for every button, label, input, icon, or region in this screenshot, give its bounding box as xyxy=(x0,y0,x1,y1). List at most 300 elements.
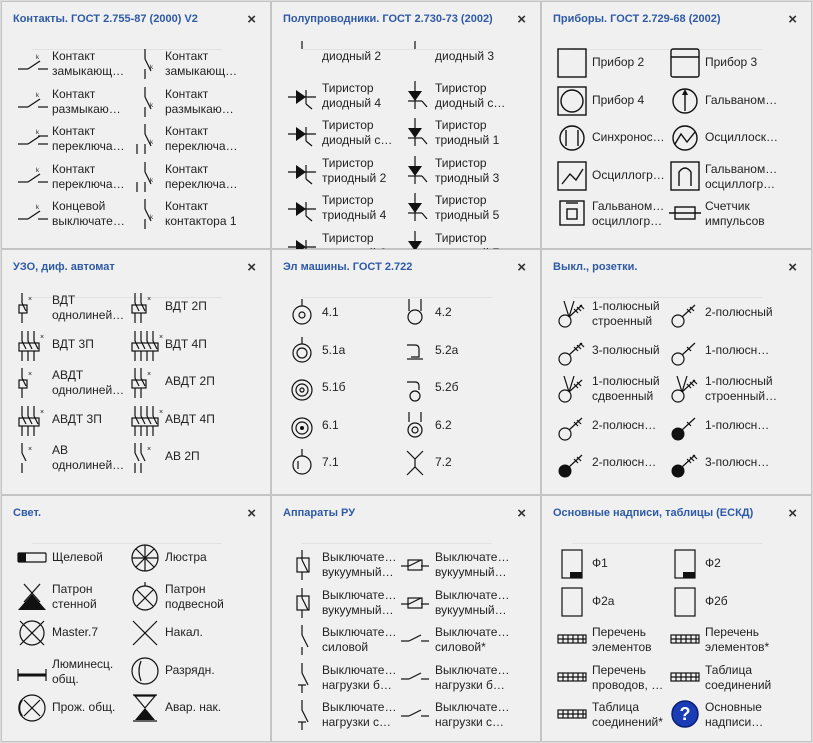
symbol-label-line: Тиристор xyxy=(322,193,374,207)
symbol-item[interactable] xyxy=(669,661,795,697)
symbol-icon xyxy=(556,335,588,367)
close-icon[interactable]: × xyxy=(247,505,256,522)
symbol-label-line: Контакт xyxy=(52,86,96,101)
symbol-label-line: Осциллогр… xyxy=(592,167,665,182)
symbol-label-line: вукуумный… xyxy=(435,565,507,579)
symbol-item[interactable] xyxy=(129,655,255,691)
close-icon[interactable]: × xyxy=(517,505,526,522)
symbol-icon xyxy=(556,47,588,79)
symbol-label xyxy=(705,93,795,108)
symbol-item[interactable] xyxy=(556,335,682,371)
symbol-item[interactable] xyxy=(669,297,795,333)
symbol-label-line: Ф2б xyxy=(705,593,728,608)
symbol-label-line: Контакт xyxy=(165,49,209,63)
symbol-label-line: соединений* xyxy=(592,715,663,729)
symbol-icon xyxy=(669,297,701,329)
symbol-item[interactable] xyxy=(556,85,682,121)
symbol-label xyxy=(435,343,525,358)
symbol-icon xyxy=(669,47,701,79)
symbol-item[interactable] xyxy=(399,116,525,152)
symbol-label-line: Прож. общ. xyxy=(52,700,116,714)
symbol-item[interactable] xyxy=(556,160,682,196)
symbol-icon xyxy=(399,623,431,655)
svg-text:×: × xyxy=(28,371,33,378)
symbol-label-line: силовой xyxy=(322,640,369,654)
close-icon[interactable]: × xyxy=(788,259,797,276)
symbol-item[interactable] xyxy=(669,47,795,83)
symbol-label-line: вукуумный… xyxy=(322,565,394,579)
symbol-item[interactable] xyxy=(16,692,142,728)
panel-lighting xyxy=(1,495,271,742)
symbol-item[interactable] xyxy=(399,623,525,659)
symbol-label xyxy=(705,305,795,320)
symbol-label xyxy=(165,299,255,314)
symbol-item[interactable] xyxy=(16,441,142,477)
symbol-item[interactable] xyxy=(399,297,525,333)
symbol-label xyxy=(705,130,795,145)
panel-title: Аппараты РУ xyxy=(283,507,356,519)
symbol-item[interactable] xyxy=(669,447,795,483)
symbol-label-line: 3-полюсн… xyxy=(705,455,770,469)
symbol-label-line: 2-полюсный xyxy=(705,305,773,319)
symbol-label-line: 2-полюсн… xyxy=(592,455,657,469)
symbol-label xyxy=(435,305,525,320)
symbol-label-line: ВДТ xyxy=(52,293,76,307)
symbol-item[interactable] xyxy=(129,291,255,327)
symbol-label-line: Контакт xyxy=(165,86,209,101)
symbol-item[interactable] xyxy=(399,447,525,483)
symbol-icon xyxy=(399,335,431,367)
symbol-label-line: размыкаю… xyxy=(52,101,121,116)
symbol-label-line: 1-полюсный xyxy=(705,374,773,388)
symbol-item[interactable] xyxy=(556,586,682,622)
svg-text:×: × xyxy=(28,446,33,453)
symbol-item[interactable] xyxy=(669,410,795,446)
symbol-item[interactable] xyxy=(286,698,412,734)
symbol-item[interactable] xyxy=(16,617,142,653)
symbol-icon xyxy=(286,698,318,730)
symbol-item[interactable] xyxy=(669,586,795,622)
symbol-icon xyxy=(556,698,588,730)
symbol-item[interactable] xyxy=(129,160,255,196)
symbol-label-line: АВ 2П xyxy=(165,449,200,463)
symbol-item[interactable] xyxy=(129,441,255,477)
symbol-label xyxy=(705,418,795,433)
symbol-label-line: Контакт xyxy=(165,199,209,213)
symbol-item[interactable] xyxy=(16,47,142,83)
symbol-label xyxy=(165,663,255,678)
svg-text:k: k xyxy=(150,140,153,146)
svg-text:×: × xyxy=(147,296,152,303)
symbol-item[interactable] xyxy=(16,291,142,327)
symbol-icon xyxy=(16,441,48,473)
symbol-label-line: Патрон xyxy=(165,581,206,596)
symbol-item[interactable] xyxy=(16,580,142,616)
symbol-item[interactable] xyxy=(556,197,682,233)
symbol-icon xyxy=(399,116,431,148)
symbol-label xyxy=(165,374,255,389)
symbol-icon xyxy=(286,410,318,442)
symbol-item[interactable] xyxy=(556,47,682,83)
panel-rcd xyxy=(1,249,271,495)
symbol-icon xyxy=(669,623,701,655)
symbol-label-line: Разрядн. xyxy=(165,662,215,677)
close-icon[interactable]: × xyxy=(788,11,797,28)
symbol-label-line: Тиристор xyxy=(435,80,487,95)
symbol-item[interactable] xyxy=(16,197,142,233)
symbol-icon xyxy=(669,548,701,580)
symbol-icon xyxy=(399,79,431,111)
symbol-item[interactable] xyxy=(556,372,682,408)
symbol-item[interactable] xyxy=(399,335,525,371)
symbol-label-line: Основные xyxy=(705,700,762,714)
panel-title: Выкл., розетки. xyxy=(553,261,638,273)
symbol-label-line: Контакт xyxy=(52,49,96,63)
symbol-label-line: Прибор 2 xyxy=(592,55,645,69)
panel-title: Свет. xyxy=(13,507,42,519)
svg-text:k: k xyxy=(150,177,153,184)
symbol-label-line: 5.2б xyxy=(435,380,459,394)
symbol-label-line: Тиристор xyxy=(435,155,487,170)
symbol-icon xyxy=(556,447,588,479)
symbol-label-line: триодный 2 xyxy=(322,170,387,185)
symbol-label xyxy=(435,81,525,111)
symbol-label-line: нагрузки с… xyxy=(435,715,505,729)
symbol-item[interactable] xyxy=(556,122,682,158)
symbol-icon xyxy=(129,655,161,687)
symbol-label xyxy=(435,418,525,433)
svg-text:k: k xyxy=(150,65,153,71)
symbol-label-line: размыкаю… xyxy=(165,101,234,116)
symbol-label xyxy=(705,162,795,192)
symbol-icon xyxy=(129,542,161,574)
symbol-label-line: Перечень xyxy=(592,662,647,677)
symbol-label xyxy=(435,193,525,223)
symbol-item[interactable] xyxy=(286,661,412,697)
symbol-label-line: переключа… xyxy=(165,139,238,153)
symbol-icon xyxy=(129,329,164,361)
symbol-icon xyxy=(16,655,48,687)
symbol-label-line: диодный с… xyxy=(322,133,393,147)
symbol-icon xyxy=(286,79,318,111)
symbol-label-line: 1-полюсный xyxy=(592,374,660,388)
symbol-label-line: 3-полюсный xyxy=(592,342,660,357)
close-icon[interactable]: × xyxy=(247,259,256,276)
symbol-label-line: выключате… xyxy=(52,214,125,228)
symbol-icon xyxy=(556,297,588,329)
symbol-label-line: диодный 2 xyxy=(322,49,382,63)
symbol-label-line: осциллогр… xyxy=(592,214,663,228)
symbol-icon xyxy=(129,441,161,473)
symbol-item[interactable] xyxy=(129,580,255,616)
symbol-item[interactable] xyxy=(556,661,682,697)
symbol-item[interactable] xyxy=(129,404,255,440)
divider xyxy=(572,543,762,544)
symbol-icon xyxy=(16,329,48,361)
close-icon[interactable]: × xyxy=(247,11,256,28)
symbol-label-line: сдвоенный xyxy=(592,389,654,403)
symbol-item[interactable] xyxy=(399,79,525,115)
symbol-label-line: однолиней… xyxy=(52,383,125,397)
symbol-label-line: элементов xyxy=(592,640,652,654)
svg-text:?: ? xyxy=(679,704,691,724)
symbol-label-line: Гальваном… xyxy=(592,199,665,213)
symbol-label-line: нагрузки с… xyxy=(322,715,392,729)
symbol-label-line: Выключате… xyxy=(322,662,397,677)
symbol-label xyxy=(165,550,255,565)
symbol-label-line: Выключате… xyxy=(435,662,510,677)
symbol-label-line: Патрон xyxy=(52,581,93,596)
symbol-item[interactable] xyxy=(669,548,795,584)
symbol-label-line: 1-полюсн… xyxy=(705,342,770,357)
symbol-icon xyxy=(286,548,318,580)
symbol-icon xyxy=(129,404,164,436)
symbol-label-line: 6.1 xyxy=(322,417,339,432)
symbol-icon xyxy=(286,116,318,148)
symbol-label-line: АВДТ 3П xyxy=(52,411,102,426)
symbol-icon xyxy=(286,586,318,618)
symbol-item[interactable] xyxy=(669,372,795,408)
symbol-item[interactable] xyxy=(286,41,412,77)
symbol-item[interactable] xyxy=(286,191,412,227)
symbol-icon xyxy=(556,372,588,404)
symbol-label-line: Люстра xyxy=(165,550,207,564)
symbol-icon xyxy=(129,122,161,154)
symbol-item[interactable] xyxy=(286,297,412,333)
symbol-label xyxy=(705,374,795,404)
symbol-label-line: Таблица xyxy=(592,700,640,714)
symbol-item[interactable] xyxy=(129,542,255,578)
svg-text:k: k xyxy=(36,205,39,211)
symbol-icon xyxy=(556,160,588,192)
symbol-item[interactable] xyxy=(399,548,525,584)
symbol-item[interactable] xyxy=(16,160,142,196)
symbol-label xyxy=(435,625,525,655)
svg-text:k: k xyxy=(36,55,39,61)
symbol-label-line: нагрузки б… xyxy=(435,677,505,692)
symbol-label xyxy=(165,162,255,192)
symbol-label-line: Контакт xyxy=(52,161,96,176)
symbol-label-line: контактора 1 xyxy=(165,214,237,228)
symbol-item[interactable] xyxy=(286,586,412,622)
symbol-item[interactable] xyxy=(286,79,412,115)
panel-electric-machines xyxy=(271,249,541,495)
symbol-label-line: строенный… xyxy=(705,389,778,403)
symbol-item[interactable] xyxy=(399,154,525,190)
symbol-label xyxy=(705,625,795,655)
symbol-item[interactable] xyxy=(669,122,795,158)
panel-title: УЗО, диф. автомат xyxy=(13,261,115,273)
symbol-item[interactable] xyxy=(556,698,682,734)
symbol-label-line: Осциллоск… xyxy=(705,130,778,144)
symbol-label-line: силовой* xyxy=(435,640,486,654)
symbol-icon xyxy=(669,372,701,404)
symbol-label-line: Выключате… xyxy=(435,625,510,639)
svg-text:×: × xyxy=(28,296,33,303)
symbol-item[interactable] xyxy=(286,372,412,408)
symbol-icon xyxy=(669,447,701,479)
close-icon[interactable]: × xyxy=(517,259,526,276)
symbol-icon xyxy=(556,85,588,117)
symbol-label-line: Контакт xyxy=(52,124,96,138)
symbol-icon xyxy=(129,85,161,117)
symbol-label-line: ВДТ 3П xyxy=(52,336,94,351)
symbol-icon xyxy=(16,542,48,574)
panel-title: Основные надписи, таблицы (ЕСКД) xyxy=(553,507,754,519)
symbol-label-line: Ф1 xyxy=(592,556,608,570)
symbol-label-line: вукуумный… xyxy=(322,602,394,617)
symbol-label-line: триодный 1 xyxy=(435,133,500,147)
symbol-label-line: Выключате… xyxy=(322,587,397,602)
symbol-icon xyxy=(286,191,318,223)
symbol-item[interactable] xyxy=(286,447,412,483)
symbol-icon xyxy=(669,197,701,229)
panel-title: Эл машины. ГОСТ 2.722 xyxy=(283,261,413,273)
symbol-label-line: элементов* xyxy=(705,640,770,654)
symbol-label-line: замыкающ… xyxy=(165,64,238,78)
symbol-item[interactable] xyxy=(129,366,255,402)
symbol-label xyxy=(435,550,525,580)
symbol-item[interactable] xyxy=(16,655,142,691)
symbol-item[interactable] xyxy=(669,698,795,734)
symbol-icon xyxy=(399,548,431,580)
symbol-item[interactable] xyxy=(129,197,255,233)
symbol-item[interactable] xyxy=(399,191,525,227)
symbol-item[interactable] xyxy=(286,154,412,190)
symbol-icon xyxy=(16,580,48,612)
symbol-item[interactable] xyxy=(286,335,412,371)
symbol-label xyxy=(705,700,795,730)
symbol-label-line: Гальваном… xyxy=(705,92,778,107)
symbol-icon xyxy=(16,47,48,79)
symbol-icon xyxy=(399,154,431,186)
symbol-label-line: АВДТ 4П xyxy=(165,411,215,426)
symbol-item[interactable] xyxy=(129,329,255,365)
symbol-label xyxy=(165,625,255,640)
symbol-icon xyxy=(669,335,701,367)
symbol-label xyxy=(165,124,255,154)
symbol-icon xyxy=(16,197,48,229)
symbol-label-line: Ф2 xyxy=(705,556,721,570)
panel-switches-sockets xyxy=(541,249,812,495)
symbol-icon xyxy=(669,586,701,618)
symbol-item[interactable] xyxy=(129,85,255,121)
symbol-label-line: 4.2 xyxy=(435,305,452,319)
symbol-icon xyxy=(129,160,161,192)
symbol-label-line: Люминесц. xyxy=(52,656,114,671)
symbol-item[interactable] xyxy=(669,160,795,196)
close-icon[interactable]: × xyxy=(788,505,797,522)
symbol-item[interactable] xyxy=(556,447,682,483)
symbol-item[interactable] xyxy=(16,329,142,365)
symbol-item[interactable] xyxy=(399,372,525,408)
symbol-label-line: Прибор 4 xyxy=(592,92,645,107)
symbol-label-line: Контакт xyxy=(165,161,209,176)
symbol-item[interactable] xyxy=(556,548,682,584)
symbol-item[interactable] xyxy=(129,47,255,83)
symbol-icon xyxy=(399,297,431,329)
symbol-item[interactable] xyxy=(129,617,255,653)
symbol-label-line: Перечень xyxy=(705,625,760,639)
symbol-label-line: Выключате… xyxy=(322,550,397,564)
symbol-label-line: Тиристор xyxy=(435,193,487,207)
symbol-icon xyxy=(556,586,588,618)
symbol-label-line: Выключате… xyxy=(435,700,510,714)
symbol-item[interactable] xyxy=(286,623,412,659)
symbol-label-line: подвесной xyxy=(165,596,224,611)
symbol-item[interactable] xyxy=(556,410,682,446)
symbol-label-line: АВДТ xyxy=(52,368,84,382)
symbol-label xyxy=(705,594,795,609)
symbol-item[interactable] xyxy=(556,623,682,659)
symbol-icon xyxy=(399,191,431,223)
symbol-icon xyxy=(556,122,588,154)
symbol-label-line: вукуумный… xyxy=(435,602,507,617)
symbol-item[interactable] xyxy=(399,698,525,734)
close-icon[interactable]: × xyxy=(517,11,526,28)
symbol-icon xyxy=(129,366,161,398)
symbol-item[interactable] xyxy=(556,297,682,333)
symbol-icon xyxy=(286,447,318,479)
symbol-label xyxy=(165,87,255,117)
symbol-item[interactable] xyxy=(286,410,412,446)
symbol-item[interactable] xyxy=(16,404,142,440)
symbol-item[interactable] xyxy=(16,542,142,578)
symbol-label-line: 2-полюсн… xyxy=(592,417,657,432)
svg-text:×: × xyxy=(159,408,164,416)
symbol-label-line: общ. xyxy=(52,671,79,686)
symbol-item[interactable] xyxy=(399,410,525,446)
symbol-label xyxy=(705,199,795,229)
symbol-label-line: ВДТ 4П xyxy=(165,336,207,351)
symbol-icon xyxy=(399,41,431,73)
symbol-item[interactable] xyxy=(16,85,142,121)
symbol-item[interactable] xyxy=(399,586,525,622)
symbol-label-line: Выключате… xyxy=(435,550,510,564)
symbol-label-line: диодный 3 xyxy=(435,49,495,63)
symbol-label-line: Контакт xyxy=(165,124,209,138)
symbol-icon xyxy=(399,586,431,618)
symbol-label-line: соединений xyxy=(705,677,772,692)
symbol-label-line: Тиристор xyxy=(322,230,374,245)
symbol-item[interactable] xyxy=(669,623,795,659)
symbol-item[interactable] xyxy=(399,661,525,697)
symbol-icon xyxy=(669,661,701,693)
symbol-item[interactable] xyxy=(129,122,255,158)
symbol-label-line: переключа… xyxy=(52,139,125,153)
symbol-label-line: Тиристор xyxy=(322,118,374,132)
symbol-label-line: АВ xyxy=(52,443,69,457)
symbol-label-line: Выключате… xyxy=(322,625,397,639)
symbol-icon xyxy=(16,692,48,724)
symbol-item[interactable] xyxy=(16,366,142,402)
symbol-icon xyxy=(129,580,161,612)
symbol-item[interactable] xyxy=(16,122,142,158)
symbol-item[interactable] xyxy=(669,85,795,121)
symbol-label-line: 5.2а xyxy=(435,342,459,357)
symbol-item[interactable] xyxy=(669,197,795,233)
symbol-item[interactable] xyxy=(286,548,412,584)
symbol-icon xyxy=(286,154,318,186)
svg-text:k: k xyxy=(36,130,39,136)
symbol-item[interactable] xyxy=(129,692,255,728)
symbol-item[interactable] xyxy=(669,335,795,371)
symbol-item[interactable] xyxy=(399,41,525,77)
symbol-item[interactable] xyxy=(286,116,412,152)
symbol-icon xyxy=(286,335,318,367)
symbol-label-line: Выключате… xyxy=(322,700,397,714)
symbol-icon xyxy=(16,404,48,436)
